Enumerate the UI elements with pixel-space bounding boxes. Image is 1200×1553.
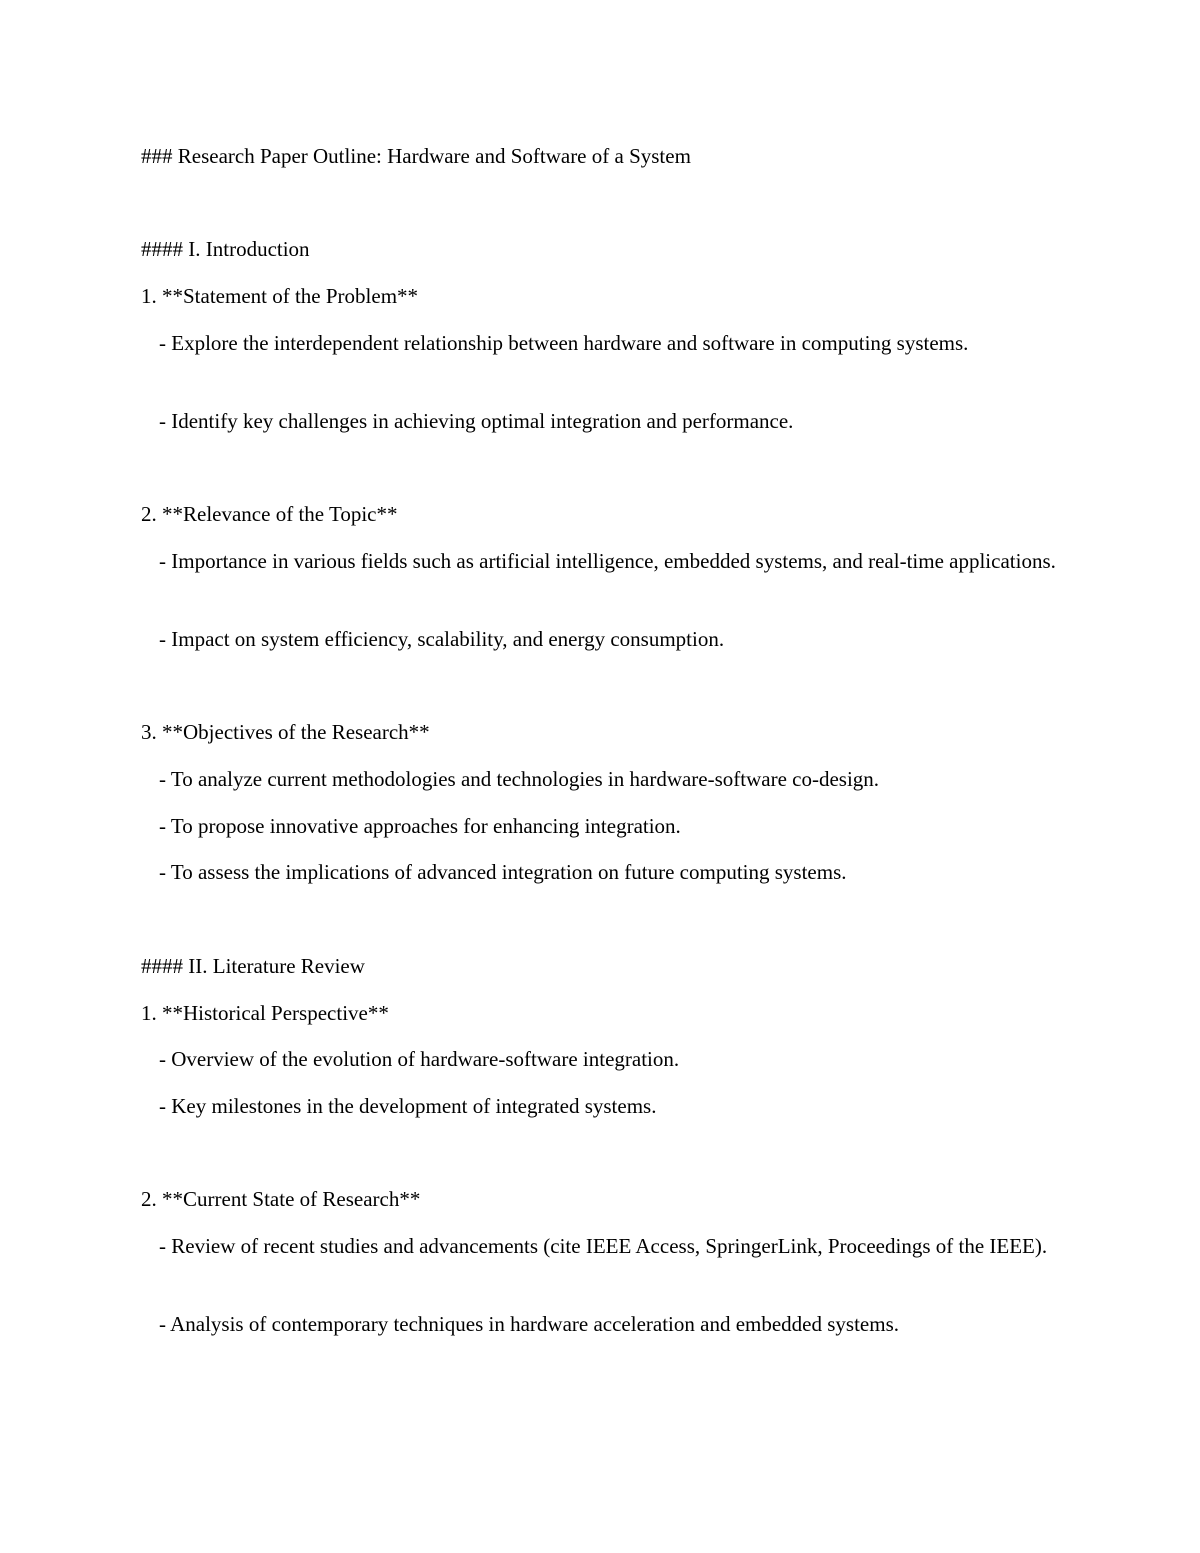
item-heading-current-state: 2. **Current State of Research**: [141, 1187, 421, 1211]
bullet-item: - To propose innovative approaches for enhancing integration.: [159, 814, 681, 838]
item-heading-relevance: 2. **Relevance of the Topic**: [141, 502, 398, 526]
bullet-item: - Importance in various fields such as artificial intelligence, embedded systems, and real-time applications.: [159, 549, 1056, 573]
bullet-item: - To analyze current methodologies and technologies in hardware-software co-design.: [159, 767, 880, 791]
bullet-item: - To assess the implications of advanced integration on future computing systems.: [159, 860, 847, 884]
bullet-item: - Analysis of contemporary techniques in hardware acceleration and embedded systems.: [159, 1312, 899, 1336]
bullet-item: - Key milestones in the development of integrated systems.: [159, 1094, 657, 1118]
section-heading-introduction: #### I. Introduction: [141, 237, 310, 261]
bullet-item: - Review of recent studies and advancements (cite IEEE Access, SpringerLink, Proceedings of the IEEE).: [159, 1234, 1048, 1258]
bullet-item: - Explore the interdependent relationship between hardware and software in computing systems.: [159, 331, 969, 355]
item-heading-statement-of-problem: 1. **Statement of the Problem**: [141, 284, 419, 308]
item-heading-objectives: 3. **Objectives of the Research**: [141, 720, 430, 744]
section-heading-literature-review: #### II. Literature Review: [141, 954, 365, 978]
bullet-item: - Identify key challenges in achieving optimal integration and performance.: [159, 409, 794, 433]
bullet-item: - Impact on system efficiency, scalability, and energy consumption.: [159, 627, 725, 651]
item-heading-historical-perspective: 1. **Historical Perspective**: [141, 1001, 389, 1025]
document-title: ### Research Paper Outline: Hardware and Software of a System: [141, 144, 691, 168]
bullet-item: - Overview of the evolution of hardware-software integration.: [159, 1047, 680, 1071]
